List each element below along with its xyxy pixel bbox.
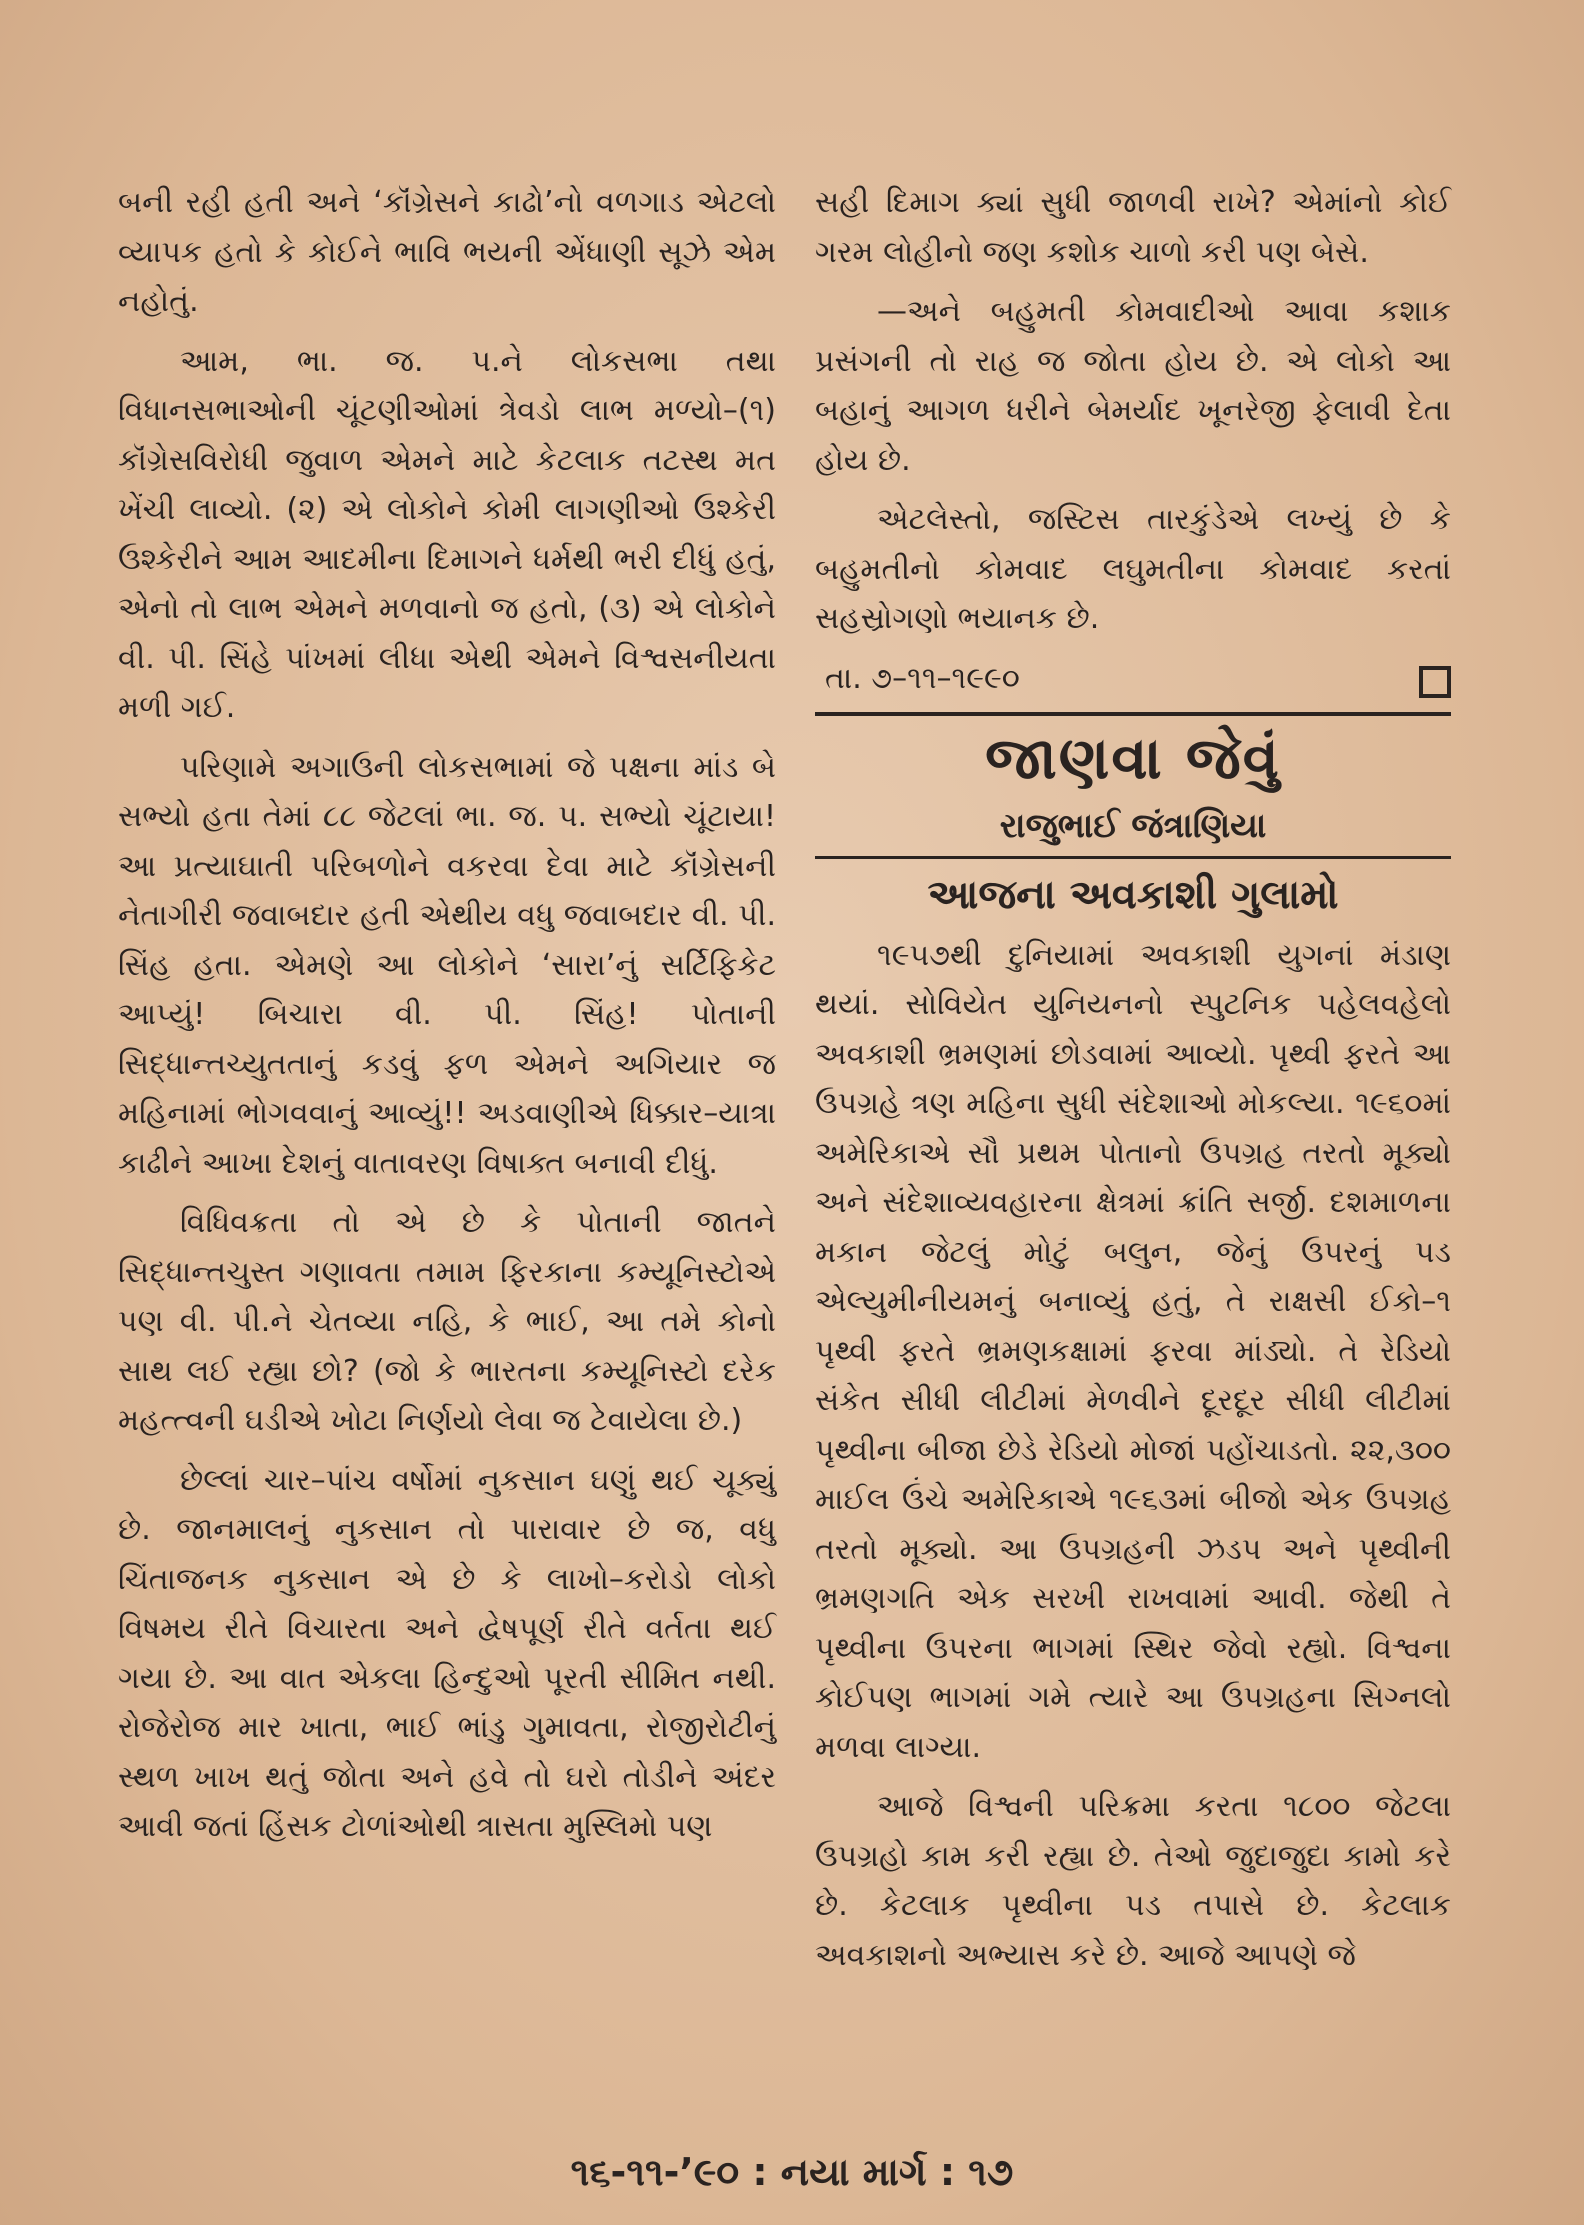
section-divider <box>815 712 1451 716</box>
left-paragraph-1: બની રહી હતી અને ‘કૉંગ્રેસને કાઢો’નો વળગાડ એટલો વ્યાપક હતો કે કોઈને ભાવિ ભયની એંધાણી સૂઝે એમ નહોતું. <box>118 185 776 319</box>
page-footer: ૧૬-૧૧-’૯૦ : નયા માર્ગ : ૧૭ <box>570 2150 1014 2194</box>
right-paragraph-2: —અને બહુમતી કોમવાદીઓ આવા કશાક પ્રસંગની તો રાહ જ જોતા હોય છે. એ લોકો આ બહાનું આગળ ધરીને બેમર્યાદ ખૂનરેજી ફેલાવી દેતા હોય છે. <box>815 294 1451 478</box>
right-column <box>815 178 1451 1990</box>
article-paragraph-2: આજે વિશ્વની પરિક્રમા કરતા ૧૮૦૦ જેટલા ઉપગ્રહો કામ કરી રહ્યા છે. તેઓ જુદાજુદા કામો કરે છે. કેટલાક પૃથ્વીના પડ તપાસે છે. કેટલાક અવકાશનો અભ્યાસ કરે છે. આજે આપણે જે <box>815 1789 1451 1973</box>
left-paragraph-4: વિધિવક્રતા તો એ છે કે પોતાની જાતને સિદ્ધાન્તચુસ્ત ગણાવતા તમામ ફિરકાના કમ્યૂનિસ્ટોએ પણ વી. પી.ને ચેતવ્યા નહિ, કે ભાઈ, આ તમે કોનો સાથ લઈ રહ્યા છો? (જો કે ભારતના કમ્યૂનિસ્ટો દરેક મહત્ત્વની ઘડીએ ખોટા નિર્ણયો લેવા જ ટેવાયેલા છે.) <box>118 1205 776 1438</box>
left-paragraph-5: છેલ્લાં ચાર–પાંચ વર્ષોમાં નુકસાન ઘણું થઈ ચૂક્યું છે. જાનમાલનું નુકસાન તો પારાવાર છે જ, વધુ ચિંતાજનક નુકસાન એ છે કે લાખો–કરોડો લોકો વિષમય રીતે વિચારતા અને દ્વેષપૂર્ણ રીતે વર્તતા થઈ ગયા છે. આ વાત એકલા હિન્દુઓ પૂરતી સીમિત નથી. રોજેરોજ માર ખાતા, ભાઈ ભાંડુ ગુમાવતા, રોજીરોટીનું સ્થળ ખાખ થતું જોતા અને હવે તો ઘરો તોડીને અંદર આવી જતાં હિંસક ટોળાંઓથી ત્રાસતા મુસ્લિમો પણ <box>118 1462 776 1844</box>
end-mark-icon <box>1419 666 1451 698</box>
dateline <box>815 654 1451 712</box>
article-paragraph-1: ૧૯૫૭થી દુનિયામાં અવકાશી યુગનાં મંડાણ થયાં. સોવિયેત યુનિયનનો સ્પુટનિક પહેલવહેલો અવકાશી ભ્રમણમાં છોડવામાં આવ્યો. પૃથ્વી ફરતે આ ઉપગ્રહે ત્રણ મહિના સુધી સંદેશાઓ મોકલ્યા. ૧૯૬૦માં અમેરિકાએ સૌ પ્રથમ પોતાનો ઉપગ્રહ તરતો મૂક્યો અને સંદેશાવ્યવહારના ક્ષેત્રમાં ક્રાંતિ સર્જી. દશમાળના મકાન જેટલું મોટું બલુન, જેનું ઉપરનું પડ એલ્યુમીનીયમનું બનાવ્યું હતું, તે રાક્ષસી ઈકો–૧ પૃથ્વી ફરતે ભ્રમણકક્ષામાં ફરવા માંડ્યો. તે રેડિયો સંકેત સીધી લીટીમાં મેળવીને દૂરદૂર સીધી લીટીમાં પૃથ્વીના બીજા છેડે રેડિયો મોજાં પહોંચાડતો. ૨૨,૩૦૦ માઈલ ઉંચે અમેરિકાએ ૧૯૬૩માં બીજો એક ઉપગ્રહ તરતો મૂક્યો. આ ઉપગ્રહની ઝડપ અને પૃથ્વીની ભ્રમણગતિ એક સરખી રાખવામાં આવી. જેથી તે પૃથ્વીના ઉપરના ભાગમાં સ્થિર જેવો રહ્યો. વિશ્વના કોઈપણ ભાગમાં ગમે ત્યારે આ ઉપગ્રહના સિગ્નલો મળવા લાગ્યા. <box>815 937 1451 1765</box>
article-date: તા. ૭–૧૧–૧૯૯૦ <box>825 660 1020 696</box>
section-title: જાણવા જેવું <box>985 723 1281 792</box>
right-paragraph-3: એટલેસ્તો, જસ્ટિસ તારકુંડેએ લખ્યું છે કે બહુમતીનો કોમવાદ લઘુમતીના કોમવાદ કરતાં સહસ્રોગણો ભયાનક છે. <box>815 502 1451 636</box>
left-paragraph-2: આમ, ભા. જ. પ.ને લોકસભા તથા વિધાનસભાઓની ચૂંટણીઓમાં ત્રેવડો લાભ મળ્યો–(૧) કૉંગ્રેસવિરોધી જુવાળ એમને માટે કેટલાક તટસ્થ મત ખેંચી લાવ્યો. (૨) એ લોકોને કોમી લાગણીઓ ઉશ્કેરી ઉશ્કેરીને આમ આદમીના દિમાગને ધર્મથી ભરી દીધું હતું, એનો તો લાભ એમને મળવાનો જ હતો, (૩) એ લોકોને વી. પી. સિંહે પાંખમાં લીધા એથી એમને વિશ્વસનીયતા મળી ગઈ. <box>118 343 776 725</box>
left-column <box>118 178 776 1862</box>
author-name: રાજુભાઈ જંત્રાણિયા <box>999 805 1267 846</box>
left-paragraph-3: પરિણામે અગાઉની લોકસભામાં જે પક્ષના માંડ બે સભ્યો હતા તેમાં ૮૮ જેટલાં ભા. જ. પ. સભ્યો ચૂંટાયા! આ પ્રત્યાઘાતી પરિબળોને વકરવા દેવા માટે કૉંગ્રેસની નેતાગીરી જવાબદાર હતી એથીય વધુ જવાબદાર વી. પી. સિંહ હતા. એમણે આ લોકોને ‘સારા’નું સર્ટિફિકેટ આપ્યું! બિચારા વી. પી. સિંહ! પોતાની સિદ્ધાન્તચ્યુતતાનું કડવું ફળ એમને અગિયાર જ મહિનામાં ભોગવવાનું આવ્યું!! અડવાણીએ ધિક્કાર–યાત્રા કાઢીને આખા દેશનું વાતાવરણ વિષાક્ત બનાવી દીધું. <box>118 749 776 1181</box>
author-divider <box>815 856 1451 859</box>
right-paragraph-1: સહી દિમાગ ક્યાં સુધી જાળવી રાખે? એમાંનો કોઈ ગરમ લોહીનો જણ કશોક ચાળો કરી પણ બેસે. <box>815 185 1451 270</box>
article-title: આજના અવકાશી ગુલામો <box>927 871 1339 918</box>
